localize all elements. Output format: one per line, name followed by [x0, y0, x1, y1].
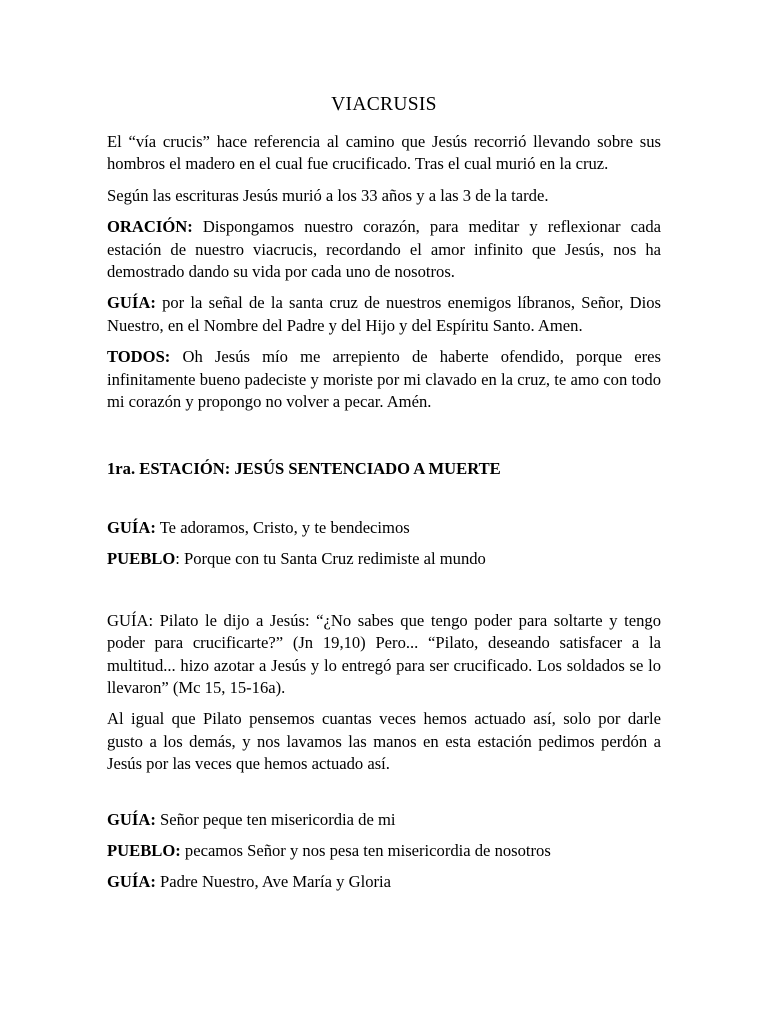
spacer	[107, 481, 661, 517]
spacer	[107, 422, 661, 458]
guia-adoration-line	[107, 517, 661, 539]
intro-paragraph-death: Según las escrituras Jesús murió a los 33 años y a las 3 de la tarde.	[107, 185, 549, 205]
guia-text: Señor peque ten misericordia de mi	[155, 809, 396, 829]
guia-prayers-line	[107, 871, 661, 893]
pueblo-text: : Porque con tu Santa Cruz redimiste al mundo	[175, 549, 486, 569]
station-heading: 1ra. ESTACIÓN: JESÚS SENTENCIADO A MUERTE	[107, 459, 501, 479]
reading-paragraph: GUÍA: Pilato le dijo a Jesús: “¿No sabes que tengo poder para soltarte y tengo poder para crucificarte?” (Jn 19,10) Pero... “Pilato, deseando satisfacer a la multitud... hizo azotar a Jesús y lo entregó para ser crucificado. Los soldados se lo llevaron” (Mc 15, 15-16a).	[107, 610, 661, 697]
oracion-label: ORACIÓN:	[107, 217, 193, 237]
reflection-paragraph: Al igual que Pilato pensemos cuantas veces hemos actuado así, solo por darle gusto a los demás, y nos lavamos las manos en esta estación pedimos perdón a Jesús por las veces que hemos actuado así.	[107, 709, 661, 774]
spacer	[107, 785, 661, 809]
intro-paragraph: El “vía crucis” hace referencia al camino que Jesús recorrió llevando sobre sus hombros el madero en el cual fue crucificado. Tras el cual murió en la cruz.	[107, 132, 661, 174]
spacer	[107, 580, 661, 610]
guia-label: GUÍA:	[107, 517, 156, 537]
todos-text: Oh Jesús mío me arrepiento de haberte ofendido, porque eres infinitamente bueno padeciste y moriste por mi clavado en la cruz, te amo con todo mi corazón y propongo no volver a pecar. Amén.	[107, 347, 661, 412]
pueblo-text: pecamos Señor y nos pesa ten misericordia de nosotros	[180, 840, 551, 860]
guia-label: GUÍA:	[107, 809, 156, 829]
oracion-text: Dispongamos nuestro corazón, para meditar y reflexionar cada estación de nuestro viacrucis, recordando el amor infinito que Jesús, nos ha demostrado dando su vida por cada uno de nosotros.	[107, 217, 661, 282]
pueblo-label: PUEBLO:	[107, 840, 181, 860]
guia-label: GUÍA:	[107, 293, 156, 313]
guia-mercy-line	[107, 809, 661, 831]
pueblo-mercy-line	[107, 840, 661, 862]
pueblo-label: PUEBLO	[107, 549, 176, 569]
guia-text: Padre Nuestro, Ave María y Gloria	[155, 872, 392, 892]
guia-text: Te adoramos, Cristo, y te bendecimos	[155, 517, 410, 537]
pueblo-response-line	[107, 548, 661, 570]
guia-label: GUÍA:	[107, 872, 156, 892]
guia-opening-paragraph	[107, 292, 661, 337]
todos-label: TODOS:	[107, 347, 171, 367]
guia-text: por la señal de la santa cruz de nuestros enemigos líbranos, Señor, Dios Nuestro, en el Nombre del Padre y del Hijo y del Espíritu Santo. Amen.	[107, 293, 661, 335]
oracion-paragraph	[107, 216, 661, 283]
todos-paragraph	[107, 346, 661, 413]
document-title: VIACRUSIS	[331, 94, 437, 115]
document-page	[107, 92, 661, 903]
